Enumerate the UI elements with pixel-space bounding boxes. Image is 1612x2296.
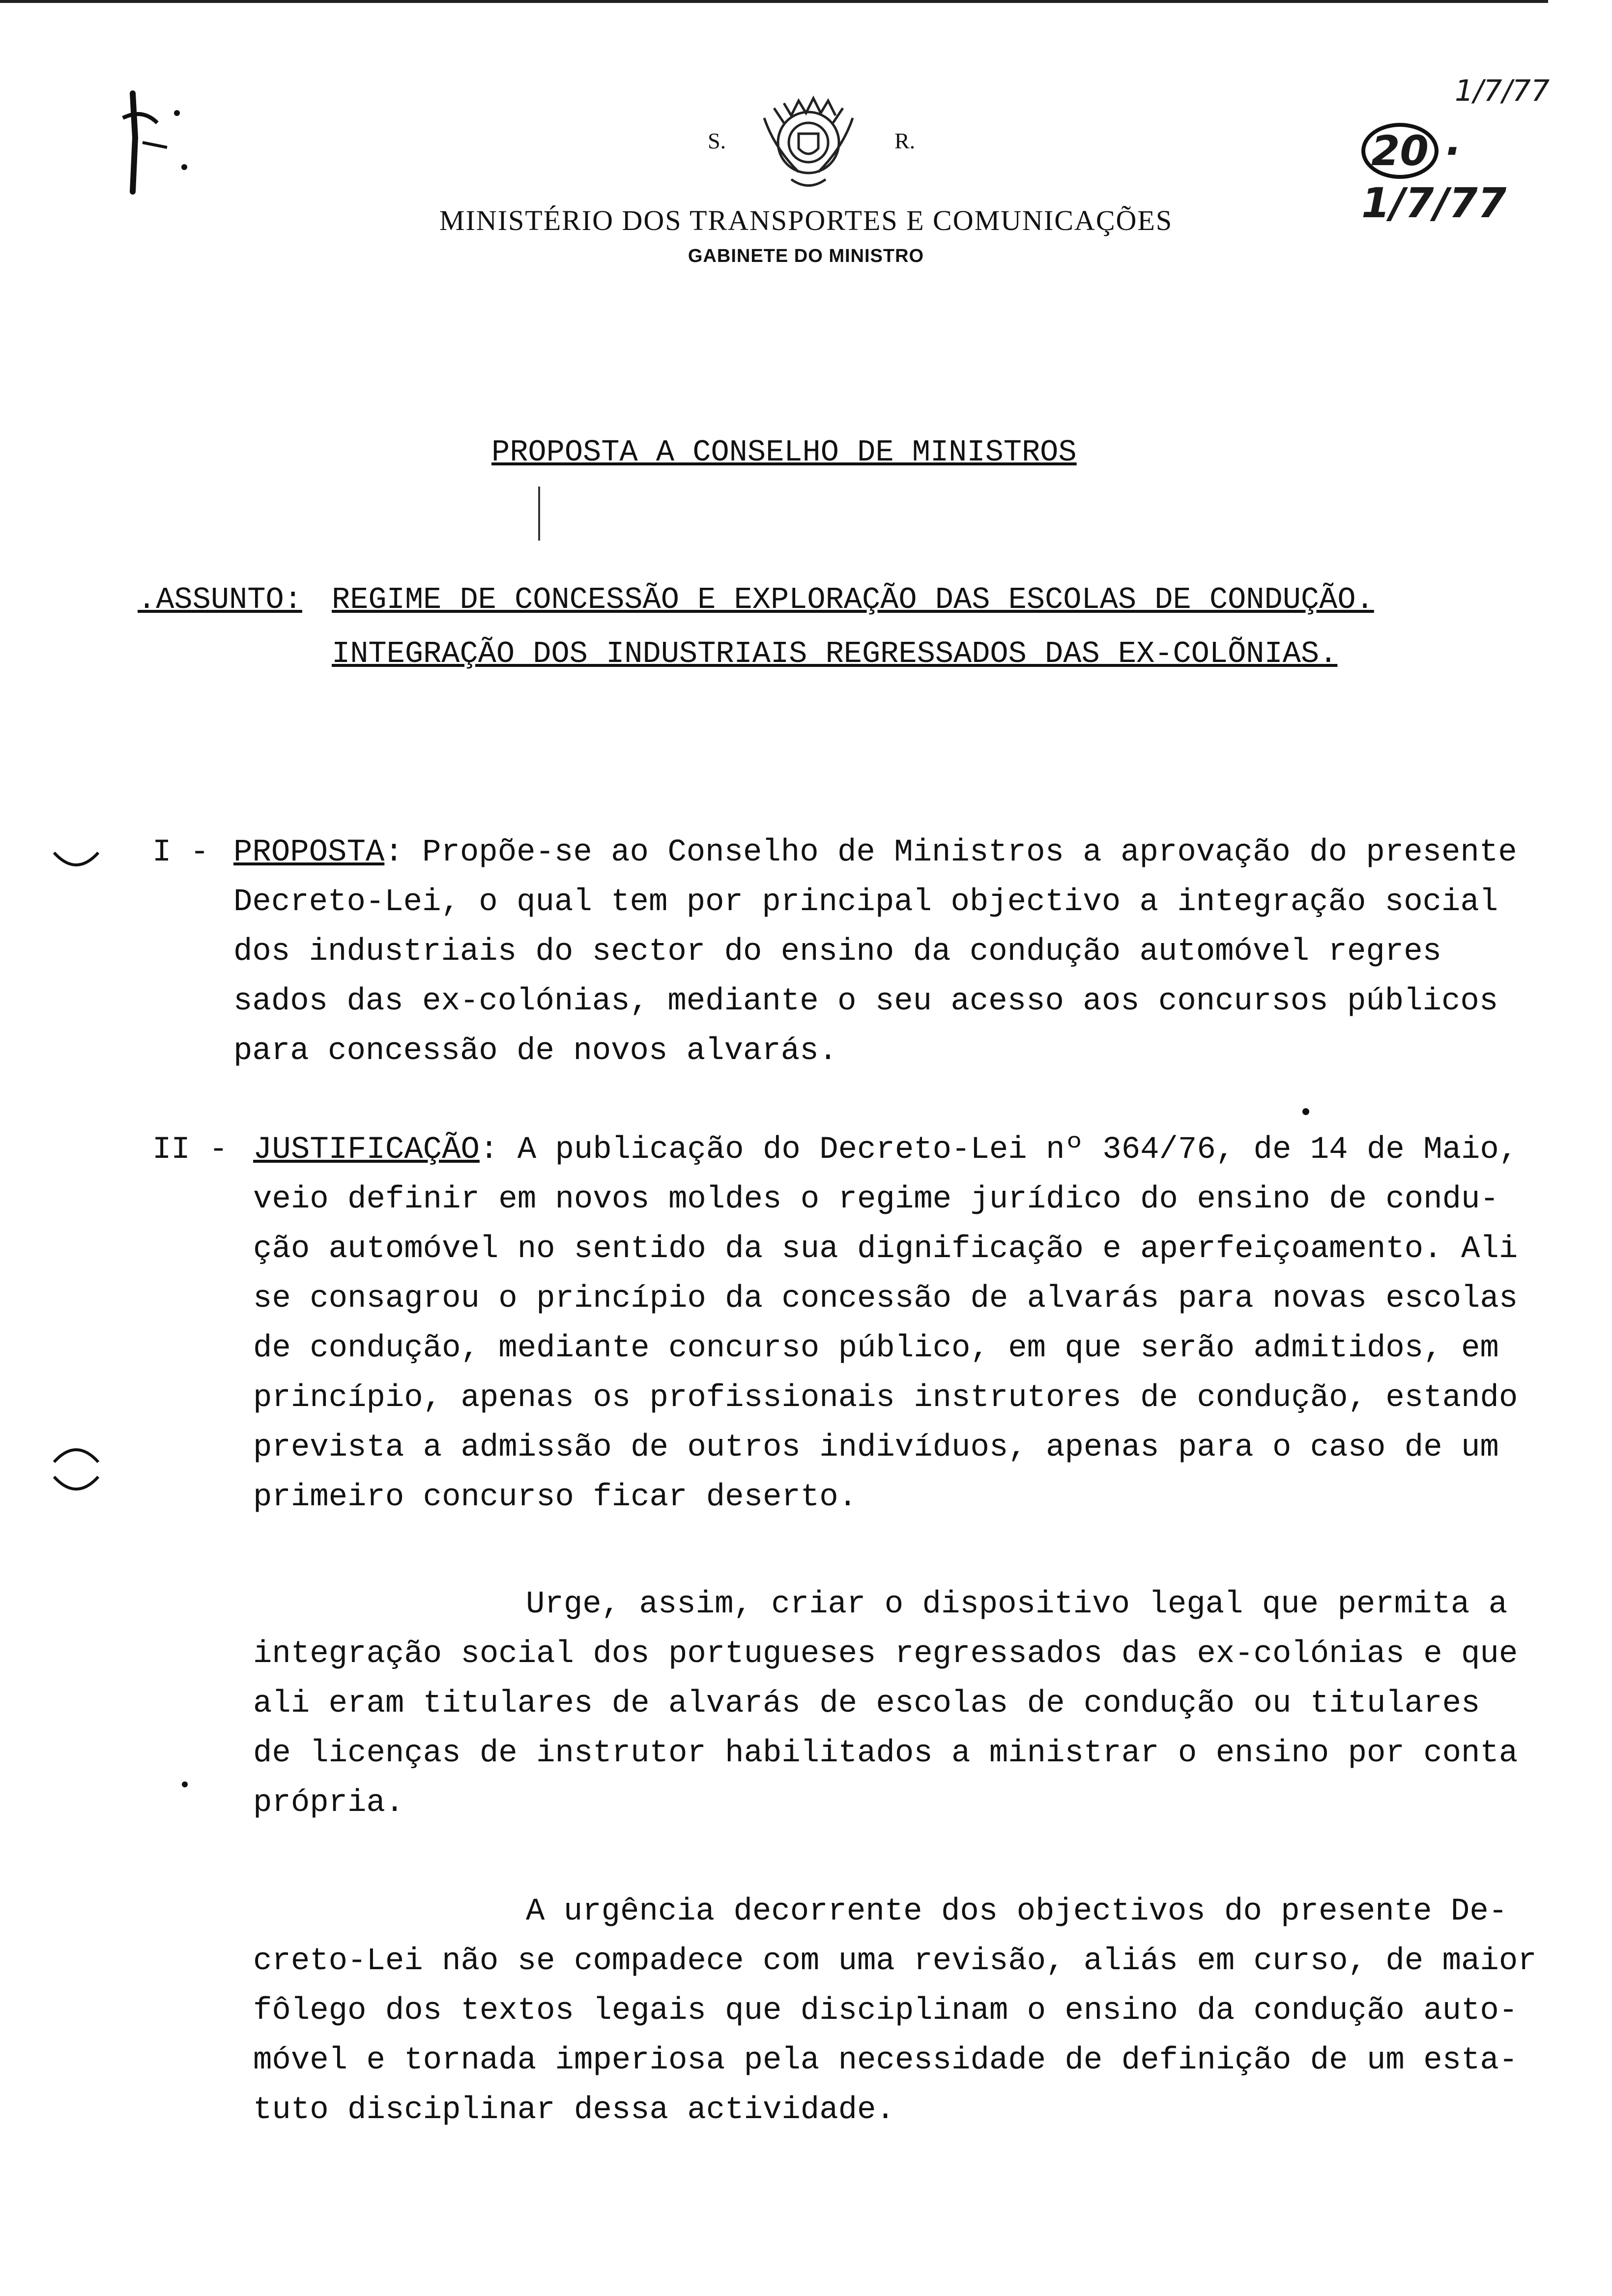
section-line: princípio, apenas os profissionais instrutores de condução, estando: [253, 1380, 1518, 1416]
ink-dot: [1302, 1108, 1309, 1115]
document-title: PROPOSTA A CONSELHO DE MINISTROS: [491, 435, 1077, 470]
section-line: veio definir em novos moldes o regime jurídico do ensino de condu-: [253, 1182, 1499, 1217]
paragraph-line: Urge, assim, criar o dispositivo legal que permita a: [526, 1587, 1508, 1622]
section-line: dos industriais do sector do ensino da condução automóvel regres: [233, 934, 1441, 970]
paragraph-line: de licenças de instrutor habilitados a ministrar o ensino por conta: [253, 1736, 1518, 1771]
ink-dot: [182, 1781, 188, 1787]
paragraph-line: A urgência decorrente dos objectivos do presente De-: [526, 1894, 1508, 1929]
section-line: sados das ex-colónias, mediante o seu acesso aos concursos públicos: [233, 984, 1498, 1019]
cabinet-name: GABINETE DO MINISTRO: [688, 246, 924, 266]
paragraph-line: ali eram titulares de alvarás de escolas de condução ou titulares: [253, 1686, 1480, 1722]
paragraph-line: móvel e tornada imperiosa pela necessidade de definição de um esta-: [253, 2043, 1518, 2078]
pen-stroke: [538, 487, 540, 541]
paragraph-urgencia: [253, 1887, 1537, 2135]
handwritten-date: 1/7/77: [1455, 74, 1550, 108]
section-line: de condução, mediante concurso público, em que serão admitidos, em: [253, 1331, 1499, 1366]
paragraph-urge: [253, 1580, 1518, 1828]
section-number: I -: [152, 835, 209, 870]
section-line: Decreto-Lei, o qual tem por principal objectivo a integração social: [233, 885, 1498, 920]
section-number: II -: [152, 1132, 228, 1168]
paragraph-line: fôlego dos textos legais que disciplinam o ensino da condução auto-: [253, 1993, 1518, 2029]
circled-number: 20: [1361, 123, 1439, 179]
section-line: JUSTIFICAÇÃO: A publicação do Decreto-Lei nº 364/76, de 14 de Maio,: [253, 1132, 1518, 1168]
section-line: prevista a admissão de outros indivíduos, apenas para o caso de um: [253, 1430, 1499, 1465]
section-line: ção automóvel no sentido da sua dignificação e aperfeiçoamento. Ali: [253, 1232, 1518, 1267]
margin-bracket-icon: [49, 845, 103, 880]
section-line: se consagrou o princípio da concessão de alvarás para novas escolas: [253, 1281, 1518, 1317]
section-line: primeiro concurso ficar deserto.: [253, 1480, 857, 1515]
paragraph-line: tuto disciplinar dessa actividade.: [253, 2093, 895, 2128]
ministry-name: MINISTÉRIO DOS TRANSPORTES E COMUNICAÇÕES: [439, 204, 1173, 236]
letterhead-r: R.: [894, 128, 916, 153]
reference-number: · 1/7/77: [1361, 127, 1507, 227]
paragraph-line: creto-Lei não se compadece com uma revisão, aliás em curso, de maior: [253, 1944, 1537, 1979]
section-heading: JUSTIFICAÇÃO: [253, 1132, 480, 1168]
margin-bracket-icon: [49, 1469, 103, 1504]
letterhead-s: S.: [708, 128, 726, 153]
section-line: PROPOSTA: Propõe-se ao Conselho de Ministros a aprovação do presente: [233, 835, 1517, 870]
handwritten-reference: [1361, 123, 1612, 227]
paragraph-line: integração social dos portugueses regressados das ex-colónias e que: [253, 1636, 1518, 1672]
coat-of-arms-icon: [745, 88, 872, 197]
subject-label: .ASSUNTO:: [138, 582, 302, 617]
subject-line-2: INTEGRAÇÃO DOS INDUSTRIAIS REGRESSADOS DAS EX-COLÕNIAS.: [332, 636, 1338, 671]
section-line: para concessão de novos alvarás.: [233, 1033, 837, 1069]
paragraph-line: própria.: [253, 1785, 404, 1821]
top-border-line: [0, 0, 1548, 3]
margin-bracket-icon: [49, 1435, 103, 1469]
subject-line-1: REGIME DE CONCESSÃO E EXPLORAÇÃO DAS ESCOLAS DE CONDUÇÃO.: [332, 582, 1374, 617]
section-heading: PROPOSTA: [233, 835, 385, 870]
